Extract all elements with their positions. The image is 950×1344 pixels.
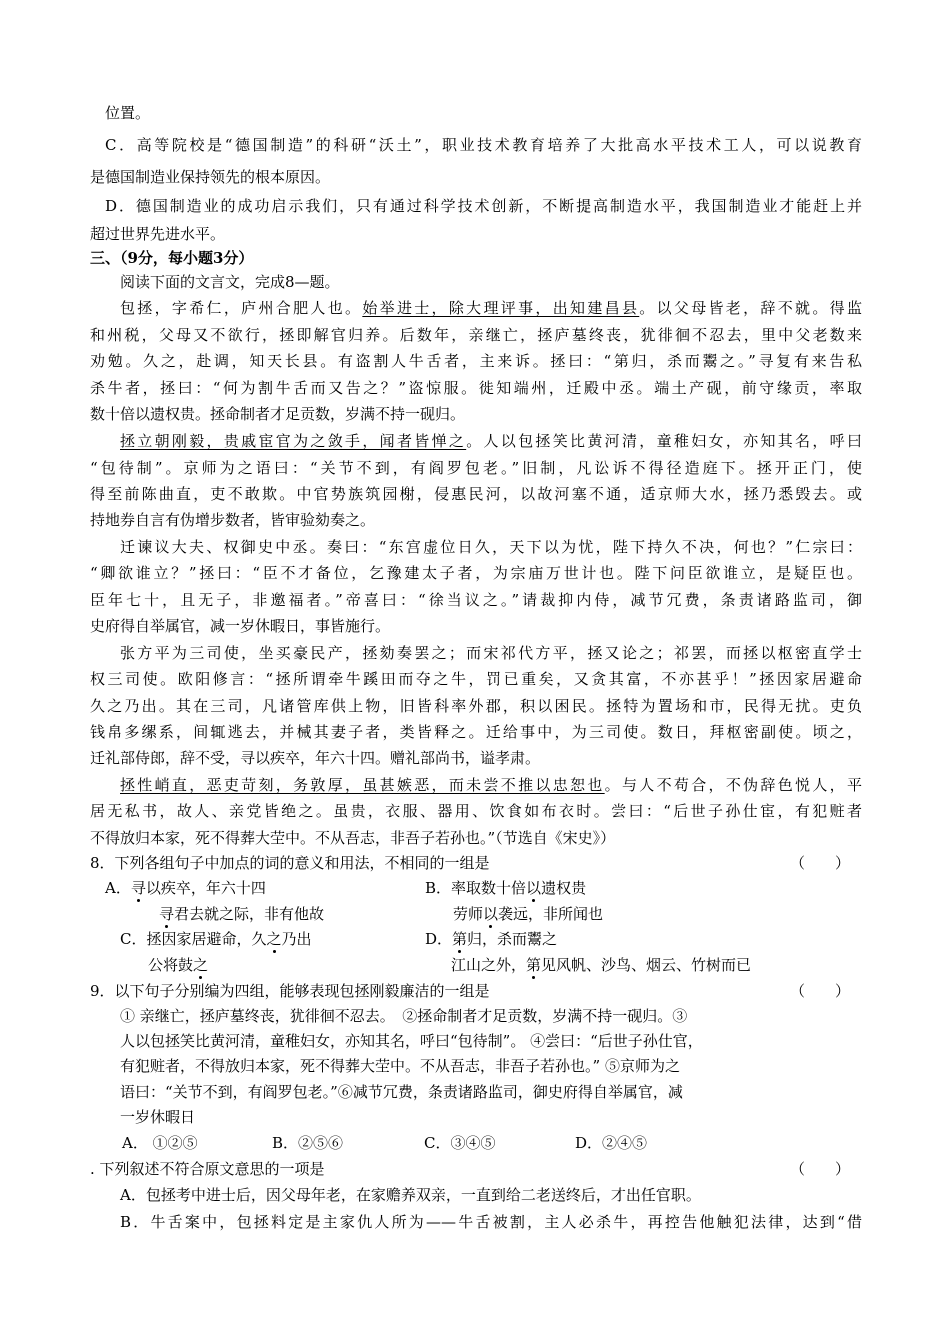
underlined-sentence: 拯立朝刚毅，贵戚宦官为之敛手，闻者皆惮之 xyxy=(120,432,467,450)
dotted-character: 第 xyxy=(526,956,542,974)
passage-line: 劝勉。久之，赴调，知天长县。有盗割人牛舌者，主来诉。拯曰：“第归，杀而鬻之。”寻复有来告私 xyxy=(90,352,862,370)
question-8-option-a-line2: 寻君去就之际，非有他故 劳师以袭远，非所闻也 xyxy=(159,905,604,923)
text-line: 位置。 xyxy=(105,104,151,122)
question-9-stem: 9．以下句子分别编为四组，能够表现包拯刚毅廉洁的一组是 （ ） xyxy=(90,982,851,1000)
underlined-sentence: 始举进士，除大理评事，出知建昌县 xyxy=(362,299,640,317)
question-9-sentence-line: ① 亲继亡，拯庐墓终丧，犹徘徊不忍去。 ②拯命制者才足贡数，岁满不持一砚归。③ xyxy=(120,1007,688,1025)
question-9-sentence-line: 语曰：“关节不到，有阎罗包老。”⑥减节冗费，条责诸路监司，御史府得自举属官，减 xyxy=(120,1083,683,1101)
question-10-stem: . 下列叙述不符合原文意思的一项是 （ ） xyxy=(90,1160,851,1178)
section-heading: 三、（9分，每小题3分） xyxy=(90,249,254,267)
passage-line: 权三司使。欧阳修言：“拯所谓牵牛蹊田而夺之牛，罚已重矣，又贪其富，不亦甚乎！”拯因家居避命 xyxy=(90,670,862,688)
instruction: 阅读下面的文言文，完成8—题。 xyxy=(120,273,340,291)
question-8-stem: 8．下列各组句子中加点的词的意义和用法，不相同的一组是 （ ） xyxy=(90,854,851,872)
question-9-sentence-line: 一岁休暇日 xyxy=(120,1108,196,1126)
question-10-option-a: A．包拯考中进士后，因父母年老，在家赡养双亲，一直到给二老送终后，才出任官职。 xyxy=(120,1186,701,1204)
passage-line: “包待制”。京师为之语曰：“关节不到，有阎罗包老。”旧制，凡讼诉不得径造庭下。拯开正门，使 xyxy=(90,459,862,477)
passage-line: “卿欲谁立？”拯曰：“臣不才备位，乞豫建太子者，为宗庙万世计也。陛下问臣欲谁立，是疑臣也。 xyxy=(90,564,862,582)
passage-line: 钱帛多缧系，间辄逃去，并械其妻子者，类皆释之。迁给事中，为三司使。数日，拜枢密副使。顷之， xyxy=(90,723,862,741)
passage-line: 持地券自言有伪增步数者，皆审验劾奏之。 xyxy=(90,511,376,529)
dotted-character: 之 xyxy=(266,930,282,948)
question-8-option-b-line2: 劳师以袭远，非所闻也 xyxy=(453,905,604,923)
dotted-character: 以 xyxy=(526,879,542,897)
passage-line: 居无私书，故人、亲党皆绝之。虽贵，衣服、器用、饮食如布衣时。尝曰：“后世子孙仕宦，有犯赃者 xyxy=(90,802,862,820)
passage-line: 拯性峭直，恶吏苛刻，务敦厚，虽甚嫉恶，而未尝不推以忠恕也。与人不苟合，不伪辞色悦人，平 xyxy=(120,776,862,794)
passage-line: 迁谏议大夫、权御史中丞。奏曰：“东宫虚位日久，天下以为忧，陛下持久不决，何也？”仁宗曰： xyxy=(120,538,862,556)
question-9-option-d[interactable]: D．②④⑤ xyxy=(575,1134,648,1152)
question-9-option-c[interactable]: C．③④⑤ xyxy=(424,1134,496,1152)
dotted-character: 第 xyxy=(452,930,468,948)
passage-line: 不得放归本家，死不得葬大茔中。不从吾志，非吾子若孙也。”（节选自《宋史》） xyxy=(90,829,616,847)
text-line: 是德国制造业保持领先的根本原因。 xyxy=(90,168,331,186)
passage-line: 臣年七十，且无子，非邀福者。”帝喜曰：“徐当议之。”请裁抑内侍，减节冗费，条责诸路监司，御 xyxy=(90,591,862,609)
passage-line: 迁礼部侍郎，辞不受，寻以疾卒，年六十四。赠礼部尚书，谥孝肃。 xyxy=(90,749,541,767)
question-8-option-c-line2: 公将鼓之 江山之外，第见风帆、沙鸟、烟云、竹树而已 xyxy=(148,956,752,974)
question-8-option-d: D．第归，杀而鬻之 xyxy=(425,930,558,948)
underlined-sentence: 拯性峭直，恶吏苛刻，务敦厚，虽甚嫉恶，而未尝不推以忠恕也 xyxy=(120,776,605,794)
passage-line: 和州税，父母又不欲行，拯即解官归养。后数年，亲继亡，拯庐墓终丧，犹徘徊不忍去，里中父老数来 xyxy=(90,326,862,344)
question-9-sentence-line: 有犯赃者，不得放归本家，死不得葬大茔中。不从吾志，非吾子若孙也。” ⑤京师为之 xyxy=(120,1057,680,1075)
dotted-character: 以 xyxy=(483,905,499,923)
passage-line: 张方平为三司使，坐买豪民产，拯劾奏罢之；而宋祁代方平，拯又论之；祁罢，而拯以枢密直学士 xyxy=(120,644,862,662)
passage-line: 拯立朝刚毅，贵戚宦官为之敛手，闻者皆惮之。人以包拯笑比黄河清，童稚妇女，亦知其名，呼曰 xyxy=(120,432,862,450)
dotted-character: 寻 xyxy=(159,905,175,923)
dotted-character: 寻 xyxy=(130,879,146,897)
answer-blank[interactable]: （ ） xyxy=(790,854,851,872)
dotted-character: 之 xyxy=(193,956,209,974)
question-8-option-a: A．寻以疾卒，年六十四 B．率取数十倍以遗权贵 xyxy=(105,879,587,897)
answer-blank[interactable]: （ ） xyxy=(790,982,851,1000)
question-9-option-a[interactable]: A． ①②⑤ xyxy=(122,1134,198,1152)
passage-line: 杀牛者，拯曰：“何为割牛舌而又告之？”盗惊服。徙知端州，迁殿中丞。端土产砚，前守缘贡，率取 xyxy=(90,379,862,397)
option-c: C．高等院校是“德国制造”的科研“沃土”，职业技术教育培养了大批高水平技术工人，可以说教育 xyxy=(105,136,862,154)
passage-line: 得至前陈曲直，吏不敢欺。中官势族筑园榭，侵惠民河，以故河塞不通，适京师大水，拯乃悉毁去。或 xyxy=(90,485,862,503)
passage-line: 史府得自举属官，减一岁休暇日，事皆施行。 xyxy=(90,617,391,635)
question-9-sentence-line: 人以包拯笑比黄河清，童稚妇女，亦知其名，呼曰“包待制”。 ④尝曰：“后世子孙仕官， xyxy=(120,1032,703,1050)
passage-line: 久之乃出。其在三司，凡诸管库供上物，旧皆科率外郡，积以困民。拯特为置场和市，民得无扰。吏负 xyxy=(90,697,862,715)
answer-blank[interactable]: （ ） xyxy=(790,1160,851,1178)
option-d: D．德国制造业的成功启示我们，只有通过科学技术创新，不断提高制造水平，我国制造业才能赶上并 xyxy=(105,197,862,215)
question-8-option-c: C．拯因家居避命，久之乃出 D．第归，杀而鬻之 xyxy=(120,930,558,948)
text-line: 超过世界先进水平。 xyxy=(90,225,226,243)
question-8-option-b: B．率取数十倍以遗权贵 xyxy=(425,879,587,897)
question-10-option-b: B．牛舌案中，包拯料定是主家仇人所为——牛舌被割，主人必杀牛，再控告他触犯法律，达到“借 xyxy=(120,1213,862,1231)
question-8-option-d-line2: 江山之外，第见风帆、沙鸟、烟云、竹树而已 xyxy=(451,956,752,974)
passage-line: 数十倍以遗权贵。拯命制者才足贡数，岁满不持一砚归。 xyxy=(90,405,466,423)
question-9-option-b[interactable]: B．②⑤⑥ xyxy=(272,1134,344,1152)
passage-line: 包拯，字希仁，庐州合肥人也。始举进士，除大理评事，出知建昌县。以父母皆老，辞不就。得监 xyxy=(120,299,862,317)
